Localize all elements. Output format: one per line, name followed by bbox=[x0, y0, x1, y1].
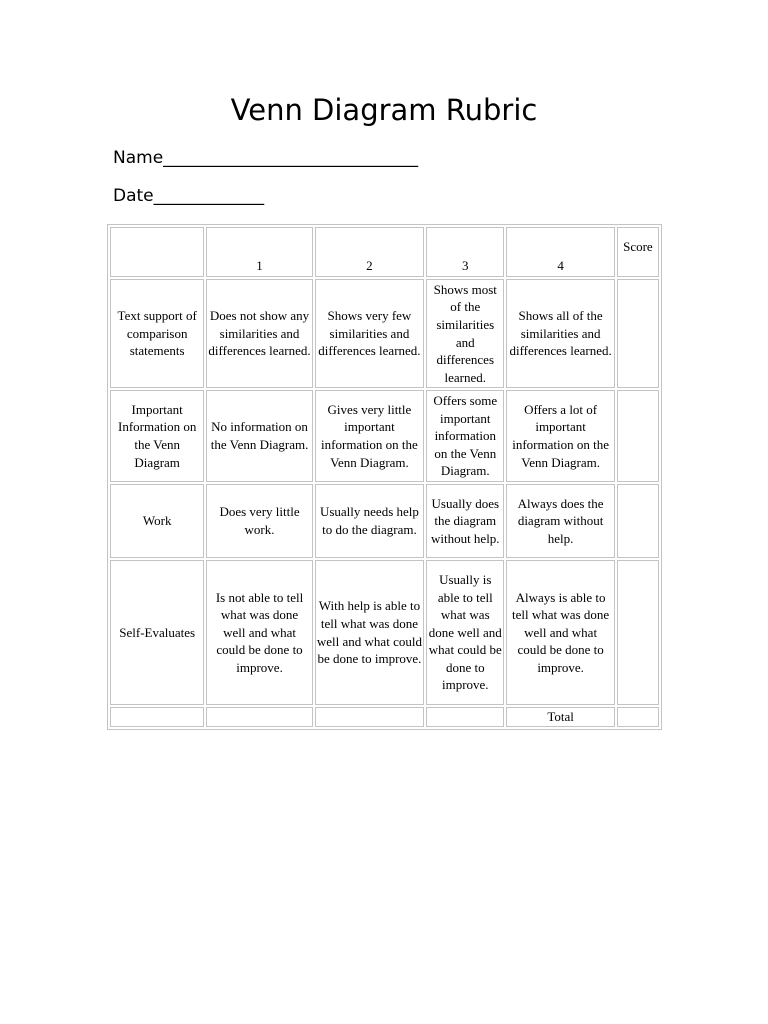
level-1-cell: Does not show any similarities and differences learned. bbox=[206, 279, 312, 388]
total-empty-cell bbox=[206, 707, 312, 727]
total-row bbox=[110, 707, 659, 727]
level-3-cell: Shows most of the similarities and differences learned. bbox=[426, 279, 504, 388]
header-cell-level-2: 2 bbox=[315, 227, 424, 277]
level-1-cell: Is not able to tell what was done well and what could be done to improve. bbox=[206, 560, 312, 705]
header-cell-score: Score bbox=[617, 227, 659, 277]
criterion-cell: Text support of comparison statements bbox=[110, 279, 204, 388]
score-cell bbox=[617, 279, 659, 388]
header-cell-level-4: 4 bbox=[506, 227, 614, 277]
name-field: Name______________________________ bbox=[113, 148, 419, 168]
level-2-cell: With help is able to tell what was done well and what could be done to improve. bbox=[315, 560, 424, 705]
total-label: Total bbox=[506, 707, 614, 727]
score-cell bbox=[617, 390, 659, 482]
total-empty-cell bbox=[315, 707, 424, 727]
rubric-row-work bbox=[110, 484, 659, 558]
score-cell bbox=[617, 560, 659, 705]
level-2-cell: Gives very little important information on the Venn Diagram. bbox=[315, 390, 424, 482]
level-2-cell: Shows very few similarities and differences learned. bbox=[315, 279, 424, 388]
criterion-cell: Work bbox=[110, 484, 204, 558]
page-title: Venn Diagram Rubric bbox=[230, 93, 538, 127]
level-4-cell: Always is able to tell what was done well and what could be done to improve. bbox=[506, 560, 614, 705]
criterion-cell: Self-Evaluates bbox=[110, 560, 204, 705]
header-cell-level-3: 3 bbox=[426, 227, 504, 277]
level-3-cell: Offers some important information on the Venn Diagram. bbox=[426, 390, 504, 482]
level-4-cell: Always does the diagram without help. bbox=[506, 484, 614, 558]
rubric-row-important-information bbox=[110, 390, 659, 482]
level-1-cell: No information on the Venn Diagram. bbox=[206, 390, 312, 482]
rubric-row-text-support bbox=[110, 279, 659, 388]
level-2-cell: Usually needs help to do the diagram. bbox=[315, 484, 424, 558]
level-4-cell: Offers a lot of important information on the Venn Diagram. bbox=[506, 390, 614, 482]
total-score-cell bbox=[617, 707, 659, 727]
header-row bbox=[110, 227, 659, 277]
level-4-cell: Shows all of the similarities and differences learned. bbox=[506, 279, 614, 388]
total-empty-cell bbox=[110, 707, 204, 727]
level-1-cell: Does very little work. bbox=[206, 484, 312, 558]
criterion-cell: Important Information on the Venn Diagram bbox=[110, 390, 204, 482]
rubric-row-self-evaluates bbox=[110, 560, 659, 705]
total-empty-cell bbox=[426, 707, 504, 727]
date-field: Date_____________ bbox=[113, 186, 265, 206]
score-cell bbox=[617, 484, 659, 558]
header-cell-criteria bbox=[110, 227, 204, 277]
level-3-cell: Usually is able to tell what was done well and what could be done to improve. bbox=[426, 560, 504, 705]
level-3-cell: Usually does the diagram without help. bbox=[426, 484, 504, 558]
header-cell-level-1: 1 bbox=[206, 227, 312, 277]
rubric-table bbox=[107, 224, 662, 730]
